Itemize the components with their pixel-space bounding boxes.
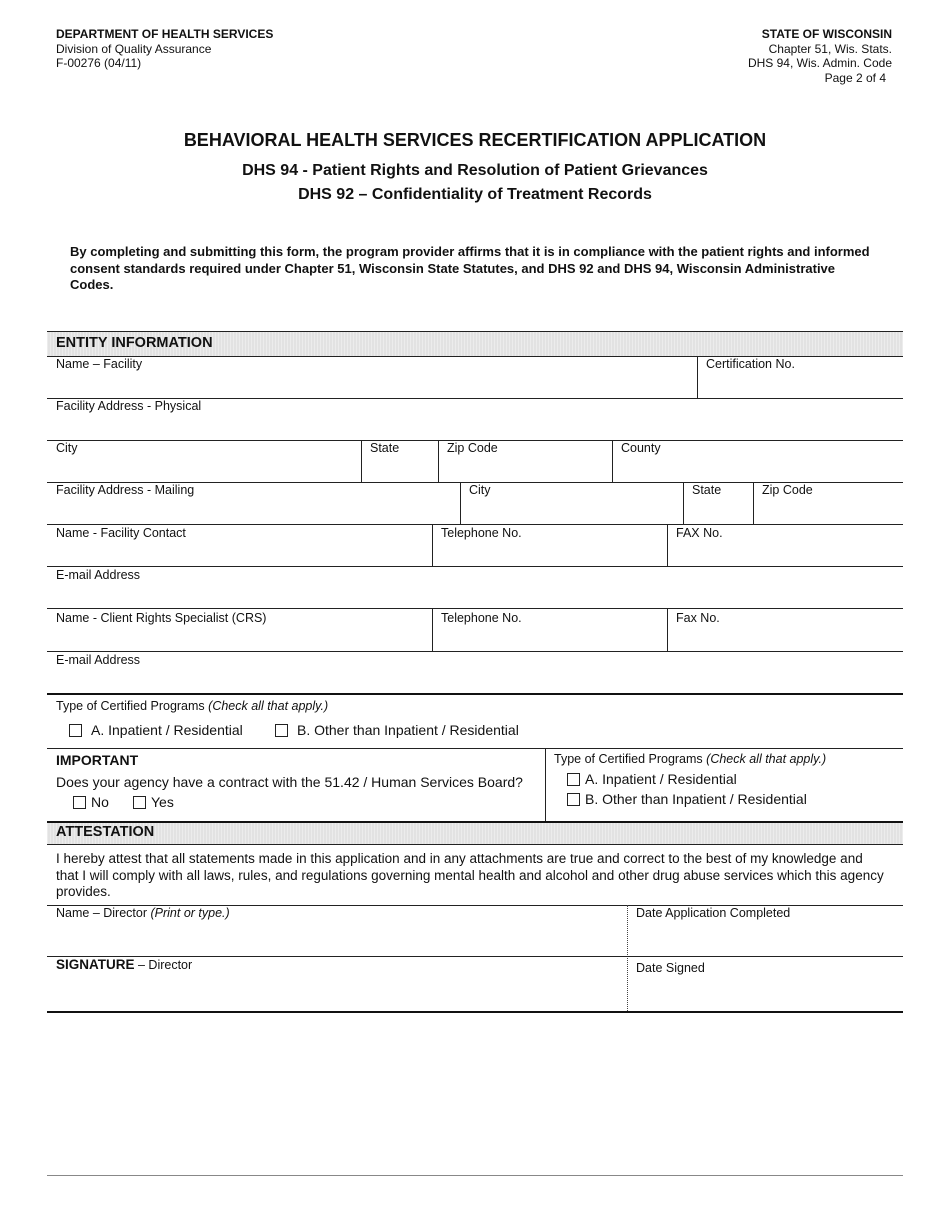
- important-programs-label: Type of Certified Programs (Check all that apply.): [554, 752, 827, 766]
- entity-section-title: ENTITY INFORMATION: [56, 335, 213, 351]
- mailing-address-field[interactable]: Facility Address - Mailing: [56, 483, 195, 497]
- contract-no-checkbox[interactable]: [73, 796, 86, 809]
- mailing-state-field[interactable]: State: [692, 483, 722, 497]
- facility-name-field[interactable]: Name – Facility: [56, 357, 143, 371]
- contract-question: Does your agency have a contract with the 51.42 / Human Services Board?: [56, 774, 523, 790]
- director-signature-field[interactable]: SIGNATURE – Director: [56, 957, 193, 972]
- affirmation-statement: By completing and submitting this form, the program provider affirms that it is in compliance with the patient rights and informed consent standards required under Chapter 51, Wisconsin State Statutes, and DHS 92 and DHS 94, Wisconsin Administrative Codes.: [70, 244, 870, 292]
- inpatient-residential-checkbox[interactable]: [69, 724, 82, 737]
- division-name: Division of Quality Assurance: [56, 41, 212, 56]
- programs-label: Type of Certified Programs (Check all that apply.): [56, 699, 329, 713]
- important-other-checkbox[interactable]: [567, 793, 580, 806]
- attestation-section-title: ATTESTATION: [56, 824, 155, 840]
- header-right: [748, 27, 892, 85]
- contract-no-label: No: [91, 794, 109, 810]
- form-title: BEHAVIORAL HEALTH SERVICES RECERTIFICATION APPLICATION: [183, 130, 767, 150]
- admin-code-reference: DHS 94, Wis. Admin. Code: [747, 56, 892, 70]
- page-number: Page 2 of 4: [824, 70, 886, 85]
- important-other-label: B. Other than Inpatient / Residential: [585, 791, 807, 807]
- facility-telephone-field[interactable]: Telephone No.: [441, 526, 522, 540]
- date-completed-field[interactable]: Date Application Completed: [636, 906, 791, 920]
- form-number: F-00276 (04/11): [56, 56, 142, 70]
- mailing-city-field[interactable]: City: [469, 483, 491, 497]
- facility-fax-field[interactable]: FAX No.: [676, 526, 723, 540]
- other-than-inpatient-checkbox[interactable]: [275, 724, 288, 737]
- date-signed-field[interactable]: Date Signed: [636, 961, 705, 975]
- physical-address-field[interactable]: Facility Address - Physical: [56, 399, 202, 413]
- department-name: DEPARTMENT OF HEALTH SERVICES: [56, 27, 274, 41]
- physical-city-field[interactable]: City: [56, 441, 78, 455]
- attestation-text: I hereby attest that all statements made in this application and in any attachments are true and correct to the best of my knowledge and that I will comply with all laws, rules, and regulations governing mental health and alcohol and other drug abuse services which this agency provides.: [56, 851, 884, 899]
- important-inpatient-label: A. Inpatient / Residential: [585, 771, 737, 787]
- inpatient-residential-label: A. Inpatient / Residential: [91, 722, 243, 738]
- statute-reference: Chapter 51, Wis. Stats.: [768, 41, 892, 56]
- physical-zip-field[interactable]: Zip Code: [447, 441, 498, 455]
- physical-state-field[interactable]: State: [370, 441, 400, 455]
- county-field[interactable]: County: [621, 441, 661, 455]
- crs-fax-field[interactable]: Fax No.: [676, 611, 720, 625]
- crs-name-field[interactable]: Name - Client Rights Specialist (CRS): [56, 611, 267, 625]
- crs-email-field[interactable]: E-mail Address: [56, 653, 141, 667]
- contract-yes-checkbox[interactable]: [133, 796, 146, 809]
- important-inpatient-checkbox[interactable]: [567, 773, 580, 786]
- header-left: [56, 27, 273, 71]
- crs-telephone-field[interactable]: Telephone No.: [441, 611, 522, 625]
- certification-number-field[interactable]: Certification No.: [706, 357, 795, 371]
- footer-divider: [47, 1175, 903, 1176]
- director-name-field[interactable]: Name – Director (Print or type.): [56, 906, 230, 920]
- facility-contact-field[interactable]: Name - Facility Contact: [56, 526, 186, 540]
- important-title: IMPORTANT: [56, 752, 139, 768]
- form-subtitle-dhs92: DHS 92 – Confidentiality of Treatment Records: [298, 186, 652, 203]
- form-subtitle-dhs94: DHS 94 - Patient Rights and Resolution of Patient Grievances: [242, 162, 708, 179]
- facility-email-field[interactable]: E-mail Address: [56, 568, 141, 582]
- contract-yes-label: Yes: [151, 794, 174, 810]
- mailing-zip-field[interactable]: Zip Code: [762, 483, 813, 497]
- state-name: STATE OF WISCONSIN: [761, 27, 892, 41]
- other-than-inpatient-label: B. Other than Inpatient / Residential: [297, 722, 519, 738]
- attestation-section-header: [47, 822, 903, 844]
